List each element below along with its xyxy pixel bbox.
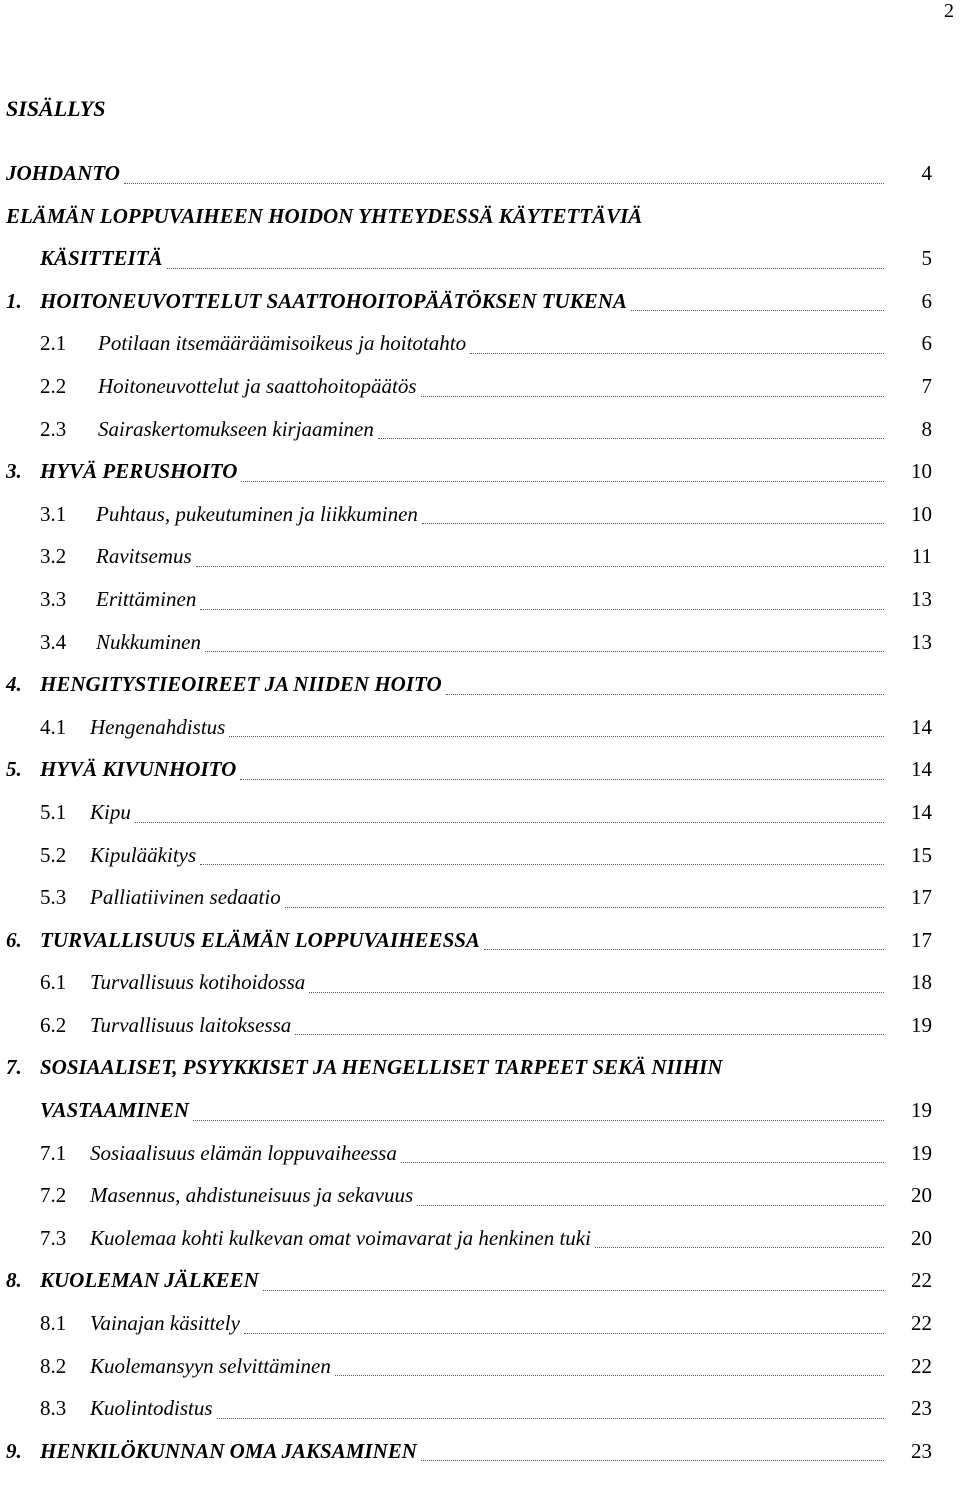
toc-title: SISÄLLYS: [6, 96, 106, 121]
toc-entry: [6, 1132, 932, 1175]
toc-entry-page: 14: [911, 714, 932, 739]
toc-leader-dots: [135, 821, 884, 823]
toc-entry-page: 11: [911, 544, 932, 569]
toc-entry: [6, 1046, 932, 1089]
toc-entry-number: 8.1: [40, 1311, 67, 1336]
toc-entry-page: 5: [921, 246, 932, 271]
toc-leader-dots: [484, 948, 884, 950]
toc-leader-dots: [263, 1289, 884, 1291]
toc-leader-dots: [378, 437, 884, 439]
toc-entry: [6, 408, 932, 451]
toc-entry-label: Kuolintodistus: [90, 1396, 213, 1421]
page-number: 2: [944, 0, 954, 22]
toc-entry: [6, 1217, 932, 1260]
toc-entry-number: 5.: [6, 757, 22, 782]
toc-entry-number: 7.3: [40, 1225, 67, 1250]
toc-entry-page: 17: [911, 885, 932, 910]
toc-entry-number: 2.2: [40, 373, 67, 398]
toc-entry-label: Vainajan käsittely: [90, 1311, 240, 1336]
toc-entry-number: 4.: [6, 672, 22, 697]
toc-entry-label: HYVÄ KIVUNHOITO: [40, 757, 237, 782]
toc-entry-page: 20: [911, 1225, 932, 1250]
toc-entry-label: KUOLEMAN JÄLKEEN: [40, 1268, 259, 1293]
toc-entry-number: 4.1: [40, 714, 67, 739]
toc-entry: [6, 237, 932, 280]
toc-entry: [6, 322, 932, 365]
toc-leader-dots: [240, 778, 884, 780]
toc-entry-label: TURVALLISUUS ELÄMÄN LOPPUVAIHEESSA: [40, 927, 480, 952]
toc-entry: [6, 450, 932, 493]
toc-entry-label: Hengenahdistus: [90, 714, 226, 739]
toc-entry-number: 6.: [6, 927, 22, 952]
toc-entry-label: Kipu: [90, 799, 131, 824]
toc-leader-dots: [417, 1204, 884, 1206]
toc-leader-dots: [200, 608, 884, 610]
toc-entry: [6, 876, 932, 919]
toc-entry-number: 3.3: [40, 586, 67, 611]
toc-entry: [6, 1430, 932, 1473]
table-of-contents: [6, 152, 932, 1472]
toc-entry-label: VASTAAMINEN: [40, 1098, 189, 1123]
toc-entry-label: Nukkuminen: [96, 629, 201, 654]
toc-entry-label: HENKILÖKUNNAN OMA JAKSAMINEN: [40, 1438, 417, 1463]
toc-entry-label: Kuolemaa kohti kulkevan omat voimavarat ja henkinen tuki: [90, 1225, 591, 1250]
toc-entry-page: 19: [911, 1140, 932, 1165]
toc-entry: [6, 834, 932, 877]
toc-leader-dots: [595, 1246, 884, 1248]
toc-entry-page: 10: [911, 501, 932, 526]
toc-entry-label: HYVÄ PERUSHOITO: [40, 459, 238, 484]
toc-entry: [6, 493, 932, 536]
toc-entry-label: Puhtaus, pukeutuminen ja liikkuminen: [96, 501, 418, 526]
toc-entry-label: JOHDANTO: [6, 161, 120, 185]
toc-entry-page: 6: [921, 331, 932, 356]
toc-entry-label: Kuolemansyyn selvittäminen: [90, 1353, 331, 1378]
toc-entry-page: 14: [911, 757, 932, 782]
toc-entry: [6, 663, 932, 706]
toc-entry-page: 19: [911, 1012, 932, 1037]
toc-entry-label: Ravitsemus: [96, 544, 192, 569]
toc-entry: [6, 535, 932, 578]
toc-leader-dots: [229, 735, 884, 737]
toc-entry-number: 3.4: [40, 629, 67, 654]
toc-entry-number: 8.2: [40, 1353, 67, 1378]
toc-entry-label: Masennus, ahdistuneisuus ja sekavuus: [90, 1183, 414, 1208]
toc-entry-page: 13: [911, 629, 932, 654]
toc-entry-label: Sairaskertomukseen kirjaaminen: [98, 416, 374, 441]
toc-leader-dots: [446, 693, 884, 695]
toc-entry: [6, 791, 932, 834]
toc-entry: [6, 1089, 932, 1132]
toc-entry-label: HOITONEUVOTTELUT SAATTOHOITOPÄÄTÖKSEN TUKENA: [40, 288, 627, 313]
toc-entry-page: 22: [911, 1268, 932, 1293]
toc-entry: [6, 1302, 932, 1345]
toc-entry-number: 9.: [6, 1438, 22, 1463]
toc-leader-dots: [309, 991, 884, 993]
toc-entry-label: Kipulääkitys: [90, 842, 197, 867]
toc-entry: [6, 1345, 932, 1388]
toc-leader-dots: [422, 522, 884, 524]
toc-entry-label: Turvallisuus kotihoidossa: [90, 970, 306, 995]
toc-entry-label: HENGITYSTIEOIREET JA NIIDEN HOITO: [40, 672, 442, 697]
toc-entry-number: 8.: [6, 1268, 22, 1293]
toc-entry: [6, 152, 932, 195]
toc-leader-dots: [217, 1417, 884, 1419]
toc-leader-dots: [244, 1332, 884, 1334]
toc-entry-page: 10: [911, 459, 932, 484]
toc-entry-page: 22: [911, 1353, 932, 1378]
toc-entry: [6, 1387, 932, 1430]
toc-entry-page: 8: [921, 416, 932, 441]
toc-entry: [6, 280, 932, 323]
toc-entry-number: 3.: [6, 459, 22, 484]
toc-leader-dots: [285, 906, 884, 908]
toc-entry-number: 7.1: [40, 1140, 67, 1165]
toc-leader-dots: [421, 395, 884, 397]
toc-leader-dots: [470, 352, 884, 354]
toc-leader-dots: [200, 863, 884, 865]
toc-entry-page: 18: [911, 970, 932, 995]
toc-entry-label: KÄSITTEITÄ: [40, 246, 163, 271]
toc-entry-number: 3.1: [40, 501, 67, 526]
toc-leader-dots: [205, 650, 884, 652]
toc-entry-number: 6.1: [40, 970, 67, 995]
toc-entry-number: 7.: [6, 1055, 22, 1080]
toc-entry-page: 7: [921, 373, 932, 398]
toc-entry: [6, 621, 932, 664]
toc-entry: [6, 1259, 932, 1302]
toc-entry: [6, 1004, 932, 1047]
toc-entry-page: 19: [911, 1098, 932, 1123]
toc-entry-number: 6.2: [40, 1012, 67, 1037]
toc-entry-number: 3.2: [40, 544, 67, 569]
toc-entry: [6, 961, 932, 1004]
toc-entry-label: Turvallisuus laitoksessa: [90, 1012, 292, 1037]
toc-entry: [6, 195, 932, 238]
toc-entry-label: Erittäminen: [96, 586, 197, 611]
toc-entry: [6, 919, 932, 962]
toc-entry: [6, 365, 932, 408]
toc-leader-dots: [193, 1119, 884, 1121]
toc-entry-number: 5.1: [40, 799, 67, 824]
toc-leader-dots: [295, 1033, 884, 1035]
toc-entry-page: 14: [911, 799, 932, 824]
toc-entry-number: 7.2: [40, 1183, 67, 1208]
toc-entry: [6, 748, 932, 791]
toc-entry-page: 6: [921, 288, 932, 313]
toc-entry-label: Palliatiivinen sedaatio: [90, 885, 281, 910]
toc-leader-dots: [401, 1161, 884, 1163]
toc-entry-label: Sosiaalisuus elämän loppuvaiheessa: [90, 1140, 397, 1165]
toc-entry-page: 13: [911, 586, 932, 611]
toc-leader-dots: [241, 480, 884, 482]
toc-entry-page: 17: [911, 927, 932, 952]
toc-entry-number: 2.3: [40, 416, 67, 441]
toc-entry-page: 4: [921, 161, 932, 185]
toc-entry-page: 23: [911, 1396, 932, 1421]
toc-entry-page: 20: [911, 1183, 932, 1208]
toc-leader-dots: [335, 1374, 884, 1376]
toc-leader-dots: [196, 565, 884, 567]
toc-entry-number: 5.3: [40, 885, 67, 910]
toc-entry-label: Hoitoneuvottelut ja saattohoitopäätös: [98, 373, 417, 398]
toc-entry: [6, 578, 932, 621]
toc-leader-dots: [421, 1459, 884, 1461]
toc-entry: [6, 706, 932, 749]
toc-entry-label: Potilaan itsemääräämisoikeus ja hoitotahto: [98, 331, 467, 356]
toc-entry-number: 2.1: [40, 331, 67, 356]
toc-leader-dots: [631, 309, 884, 311]
toc-leader-dots: [167, 267, 884, 269]
toc-entry-number: 1.: [6, 288, 22, 313]
toc-entry-number: 8.3: [40, 1396, 67, 1421]
toc-entry-label: SOSIAALISET, PSYYKKISET JA HENGELLISET TARPEET SEKÄ NIIHIN: [40, 1055, 723, 1080]
toc-entry-number: 5.2: [40, 842, 67, 867]
toc-entry-page: 23: [911, 1438, 932, 1463]
toc-entry: [6, 1174, 932, 1217]
toc-leader-dots: [124, 182, 884, 184]
toc-entry-page: 15: [911, 842, 932, 867]
toc-entry-label: ELÄMÄN LOPPUVAIHEEN HOIDON YHTEYDESSÄ KÄYTETTÄVIÄ: [6, 203, 643, 228]
toc-entry-page: 22: [911, 1311, 932, 1336]
